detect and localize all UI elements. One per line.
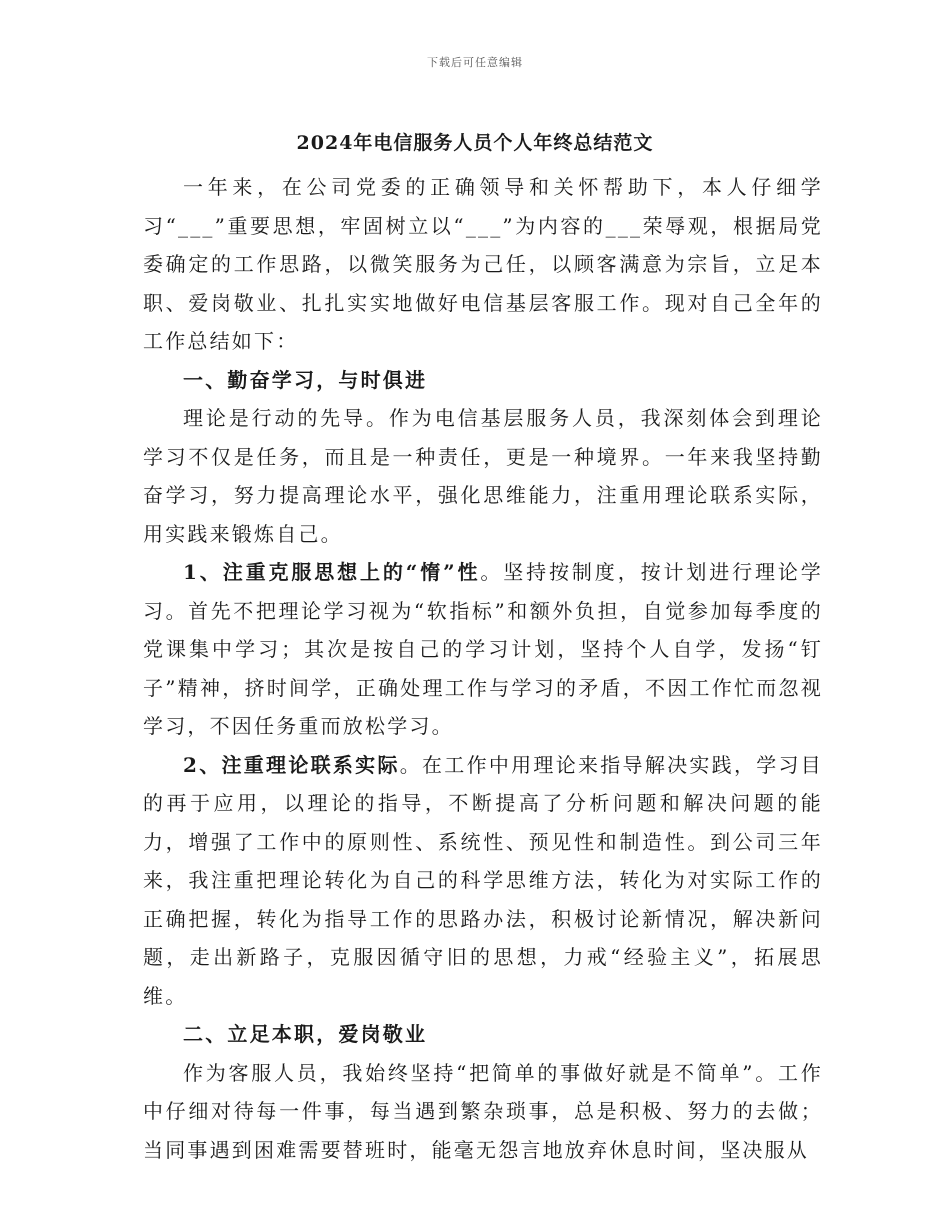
intro-paragraph: 一年来，在公司党委的正确领导和关怀帮助下，本人仔细学习“___”重要思想，牢固树立以“___”为内容的___荣辱观，根据局党委确定的工作思路，以微笑服务为己任，以顾客满意为宗旨，立足本职、爱岗敬业、扎扎实实地做好电信基层客服工作。现对自己全年的工作总结如下： <box>143 175 823 353</box>
section1-item2 <box>143 746 823 1016</box>
section2-paragraph: 作为客服人员，我始终坚持“把简单的事做好就是不简单”。工作中仔细对待每一件事，每当遇到繁杂琐事，总是积极、努力的去做；当同事遇到困难需要替班时，能毫无怨言地放弃休息时间，坚决服从 <box>143 1060 823 1162</box>
section1-item1 <box>143 553 823 746</box>
section1-heading: 一、勤奋学习，与时俱进 <box>183 367 428 392</box>
section1-item1-lead: 1、注重克服思想上的“惰”性 <box>183 560 481 584</box>
section2-heading: 二、立足本职，爱岗敬业 <box>183 1022 428 1046</box>
section1-item1-text: 。坚持按制度，按计划进行理论学习。首先不把理论学习视为“软指标”和额外负担，自觉参加每季度的党课集中学习；其次是按自己的学习计划，坚持个人自学，发扬“钉子”精神，挤时间学，正确处理工作与学习的矛盾，不因工作忙而忽视学习，不因任务重而放松学习。 <box>143 560 823 738</box>
header-note: 下载后可任意编辑 <box>427 56 523 69</box>
section1-item2-lead: 2、注重理论联系实际 <box>183 752 400 777</box>
document-body <box>143 168 823 1169</box>
section1-item2-text: 。在工作中用理论来指导解决实践，学习目的再于应用，以理论的指导，不断提高了分析问题和解决问题的能力，增强了工作中的原则性、系统性、预见性和制造性。到公司三年来，我注重把理论转化为自己的科学思维方法，转化为对实际工作的正确把握，转化为指导工作的思路办法，积极讨论新情况，解决新问题，走出新路子，克服因循守旧的思想，力戒“经验主义”，拓展思维。 <box>143 752 823 1008</box>
section1-paragraph: 理论是行动的先导。作为电信基层服务人员，我深刻体会到理论学习不仅是任务，而且是一种责任，更是一种境界。一年来我坚持勤奋学习，努力提高理论水平，强化思维能力，注重用理论联系实际，用实践来锻炼自己。 <box>143 406 823 546</box>
document-title: 2024年电信服务人员个人年终总结范文 <box>296 132 654 154</box>
